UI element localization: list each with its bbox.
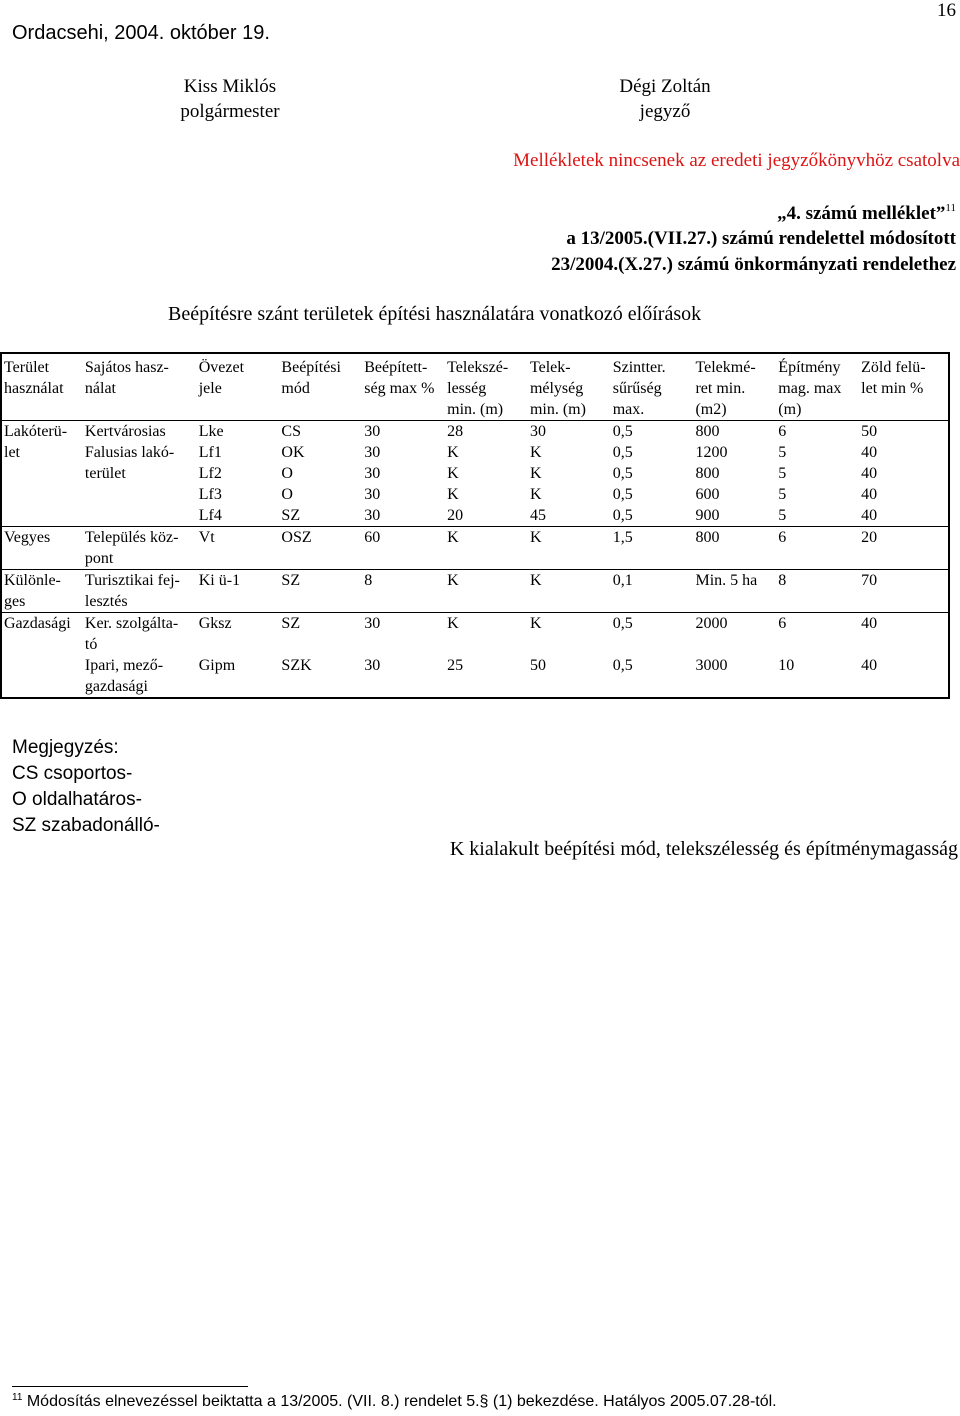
table-cell (611, 634, 694, 655)
table-cell: 8 (364, 572, 373, 589)
signer-title: polgármester (180, 101, 280, 122)
annex-heading (777, 202, 956, 225)
notes-block (12, 735, 160, 839)
header-cell (1, 353, 83, 421)
table-cell: SZ (281, 507, 301, 524)
table-cell: 3000 (695, 657, 728, 674)
table-cell: 28 (447, 423, 464, 440)
table-cell: 45 (529, 507, 546, 524)
table-cell (1, 484, 83, 505)
table-cell: tó (84, 636, 98, 653)
table-cell: K (447, 572, 459, 589)
table-cell (693, 676, 776, 698)
table-cell: 900 (695, 507, 720, 524)
table-cell (528, 548, 611, 570)
table-cell (859, 634, 949, 655)
table-cell: 30 (364, 444, 381, 461)
table-cell: OSZ (281, 529, 312, 546)
table-cell (1, 676, 83, 698)
table-cell: 600 (695, 486, 720, 503)
header-cell-line: Beépített- (364, 359, 428, 376)
table-cell: pont (84, 550, 114, 567)
table-cell: 2000 (695, 615, 728, 632)
table-cell: K (529, 529, 542, 546)
table-cell (528, 591, 611, 613)
table-cell: Ker. szolgálta- (84, 615, 179, 632)
table-row (1, 634, 949, 655)
annex-amendment-line: a 13/2005.(VII.27.) számú rendelettel módosított (566, 228, 956, 249)
header-cell-line: min. (m) (447, 401, 504, 418)
table-cell: Lf1 (198, 444, 222, 461)
header-cell-line: Telekszé- (447, 359, 509, 376)
table-cell: Vegyes (4, 529, 51, 546)
header-cell-line: mélység (529, 380, 584, 397)
note-item: O oldalhatáros- (12, 789, 142, 810)
table-cell: Falusias lakó- (84, 444, 175, 461)
table-cell (859, 676, 949, 698)
header-cell (197, 353, 280, 421)
header-cell-line: nálat (84, 380, 116, 397)
table-cell: 800 (695, 465, 720, 482)
table-cell: K (529, 486, 542, 503)
table-row (1, 484, 949, 505)
header-cell (445, 353, 528, 421)
table-cell (279, 634, 362, 655)
k-abbreviation-note: K kialakult beépítési mód, telekszélesség és építménymagasság (449, 838, 958, 860)
table-cell (776, 591, 859, 613)
header-cell (693, 353, 776, 421)
table-cell (279, 591, 362, 613)
table-cell: SZ (281, 572, 301, 589)
table-cell (1, 463, 83, 484)
table-cell: 30 (364, 423, 381, 440)
header-cell (279, 353, 362, 421)
table-cell: K (529, 615, 542, 632)
table-cell (279, 676, 362, 698)
header-cell-line: ség max % (364, 380, 435, 397)
signer-name: Kiss Miklós (183, 76, 277, 97)
table-cell: 0,5 (612, 444, 633, 461)
table-cell: 6 (778, 529, 787, 546)
table-cell: lesztés (84, 593, 128, 610)
table-row (1, 463, 949, 484)
attachments-note: Mellékletek nincsenek az eredeti jegyzőkönyvhöz csatolva (513, 150, 960, 171)
table-cell (1, 634, 83, 655)
header-date: Ordacsehi, 2004. október 19. (12, 22, 270, 44)
table-cell: 800 (695, 529, 720, 546)
header-cell (362, 353, 445, 421)
table-cell: Min. 5 ha (695, 572, 758, 589)
table-title: Beépítésre szánt területek építési használatára vonatkozó előírások (168, 303, 702, 325)
table-cell: O (281, 486, 293, 503)
table-cell: 0,5 (612, 465, 633, 482)
table-cell (859, 591, 949, 613)
table-cell (693, 591, 776, 613)
header-cell (859, 353, 949, 421)
table-cell (611, 676, 694, 698)
header-cell-line: lesség (447, 380, 487, 397)
table-cell: Lakóterü- (4, 423, 68, 440)
table-cell: let (4, 444, 20, 461)
table-cell: 30 (364, 486, 381, 503)
table-cell: 20 (447, 507, 464, 524)
table-cell: 0,5 (612, 615, 633, 632)
table-cell: K (447, 465, 459, 482)
notes-title: Megjegyzés: (12, 737, 119, 758)
table-cell: 0,1 (612, 572, 633, 589)
table-cell (197, 634, 280, 655)
header-cell-line: Szintter. (612, 359, 666, 376)
signature-block-notary (560, 74, 770, 124)
table-row (1, 442, 949, 463)
table-row (1, 505, 949, 527)
table-cell: 10 (778, 657, 795, 674)
table-cell (197, 548, 280, 570)
table-cell: K (447, 444, 459, 461)
table-cell (362, 548, 445, 570)
table-cell: 5 (778, 444, 787, 461)
header-cell-line: Telekmé- (695, 359, 756, 376)
table-cell: 30 (364, 657, 381, 674)
table-row (1, 676, 949, 698)
table-cell (1, 505, 83, 527)
table-cell: 40 (861, 444, 878, 461)
note-item: SZ szabadonálló- (12, 815, 160, 836)
table-cell: Kertvárosias (84, 423, 166, 440)
table-cell: 5 (778, 465, 787, 482)
page-number: 16 (937, 0, 956, 21)
table-cell: 30 (364, 507, 381, 524)
table-cell: 6 (778, 615, 787, 632)
table-row (1, 570, 949, 592)
annex-heading-text: „4. számú melléklet” (777, 203, 946, 224)
footnote-text: Módosítás elnevezéssel beiktatta a 13/2005. (VII. 8.) rendelet 5.§ (1) bekezdése. Hatályos 2005.07.28-tól. (22, 1393, 777, 1410)
header-cell-line: Övezet (198, 359, 245, 376)
table-cell: 40 (861, 486, 878, 503)
table-cell: 0,5 (612, 507, 633, 524)
table-cell: K (447, 486, 459, 503)
table-cell: 40 (861, 507, 878, 524)
table-cell (776, 634, 859, 655)
footnote-ref[interactable]: 11 (945, 202, 956, 214)
table-cell: 1200 (695, 444, 728, 461)
header-cell-line: max. (612, 401, 645, 418)
table-cell (693, 634, 776, 655)
header-cell-line: sűrűség (612, 380, 662, 397)
table-cell: K (529, 444, 542, 461)
table-cell: Település köz- (84, 529, 179, 546)
header-cell-line: Építmény (778, 359, 841, 376)
regulations-table (0, 352, 950, 699)
table-cell: 0,5 (612, 657, 633, 674)
table-cell: 30 (364, 615, 381, 632)
table-cell: Lf3 (198, 486, 222, 503)
table-cell: Gazdasági (4, 615, 71, 632)
table-cell (693, 548, 776, 570)
table-cell: 6 (778, 423, 787, 440)
table-cell: 70 (861, 572, 878, 589)
header-cell (83, 353, 197, 421)
table-cell (776, 548, 859, 570)
footnote-number: 11 (12, 1392, 23, 1403)
table-cell: 8 (778, 572, 787, 589)
table-cell (776, 676, 859, 698)
table-row (1, 421, 949, 443)
table-cell: SZK (281, 657, 312, 674)
table-cell: SZ (281, 615, 301, 632)
table-cell: Ipari, mező- (84, 657, 164, 674)
table-cell: 5 (778, 507, 787, 524)
table-cell: Gksz (198, 615, 232, 632)
table-header-row (1, 353, 949, 421)
table-cell: 30 (364, 465, 381, 482)
signature-block-mayor (130, 74, 330, 124)
header-cell-line: (m2) (695, 401, 727, 418)
header-cell-line: Telek- (529, 359, 571, 376)
header-cell-line: használat (4, 380, 64, 397)
table-cell: 25 (447, 657, 464, 674)
table-cell: ges (4, 593, 26, 610)
table-cell: 1,5 (612, 529, 633, 546)
header-cell (611, 353, 694, 421)
table-cell (1, 548, 83, 570)
table-cell (445, 676, 528, 698)
table-cell: 20 (861, 529, 878, 546)
table-row (1, 613, 949, 635)
table-cell (362, 634, 445, 655)
table-cell (528, 676, 611, 698)
table-row (1, 527, 949, 549)
table-row (1, 591, 949, 613)
header-cell-line: mag. max (778, 380, 842, 397)
table-cell: K (529, 572, 542, 589)
table-cell: CS (281, 423, 301, 440)
table-cell (362, 591, 445, 613)
table-cell: OK (281, 444, 305, 461)
footnote (12, 1392, 777, 1411)
table-cell: Lf4 (198, 507, 222, 524)
table-cell: Lf2 (198, 465, 222, 482)
table-cell (362, 676, 445, 698)
table-cell: Különle- (4, 572, 61, 589)
header-cell-line: jele (198, 380, 222, 397)
table-cell: 30 (529, 423, 546, 440)
table-row (1, 655, 949, 676)
table-cell (83, 505, 197, 527)
table-cell: Lke (198, 423, 224, 440)
table-cell: 5 (778, 486, 787, 503)
table-cell: 40 (861, 657, 878, 674)
table-cell: 40 (861, 615, 878, 632)
table-cell: Ki ü-1 (198, 572, 241, 589)
table-cell: 0,5 (612, 423, 633, 440)
header-cell-line: (m) (778, 401, 802, 418)
table-cell: 60 (364, 529, 381, 546)
signer-title: jegyző (639, 101, 691, 122)
table-cell (197, 591, 280, 613)
header-cell-line: ret min. (695, 380, 746, 397)
header-cell (528, 353, 611, 421)
table-cell: 800 (695, 423, 720, 440)
table-cell: Vt (198, 529, 215, 546)
table-cell: K (529, 465, 542, 482)
signer-name: Dégi Zoltán (619, 76, 711, 97)
note-item: CS csoportos- (12, 763, 133, 784)
table-cell (611, 548, 694, 570)
table-cell: terület (84, 465, 126, 482)
table-cell: Gipm (198, 657, 236, 674)
table-cell: K (447, 529, 459, 546)
header-cell-line: Sajátos hasz- (84, 359, 169, 376)
header-cell-line: mód (281, 380, 310, 397)
table-cell: Turisztikai fej- (84, 572, 180, 589)
table-cell (279, 548, 362, 570)
table-cell (859, 548, 949, 570)
table-cell: 50 (861, 423, 878, 440)
table-cell (445, 591, 528, 613)
annex-regulation-line: 23/2004.(X.27.) számú önkormányzati rendelethez (551, 254, 956, 275)
table-cell: K (447, 615, 459, 632)
header-cell-line: Zöld felü- (861, 359, 926, 376)
table-cell (83, 484, 197, 505)
footnote-divider (12, 1386, 248, 1387)
header-cell (776, 353, 859, 421)
table-cell (197, 676, 280, 698)
table-cell (611, 591, 694, 613)
header-cell-line: Beépítési (281, 359, 341, 376)
table-cell: O (281, 465, 293, 482)
table-cell (445, 634, 528, 655)
table-cell: 0,5 (612, 486, 633, 503)
table-row (1, 548, 949, 570)
table-cell: 40 (861, 465, 878, 482)
table-cell (445, 548, 528, 570)
table-cell (1, 655, 83, 676)
header-cell-line: min. (m) (529, 401, 586, 418)
header-cell-line: Terület (4, 359, 50, 376)
table-cell: 50 (529, 657, 546, 674)
header-cell-line: let min % (861, 380, 924, 397)
table-cell (528, 634, 611, 655)
table-cell: gazdasági (84, 678, 148, 695)
